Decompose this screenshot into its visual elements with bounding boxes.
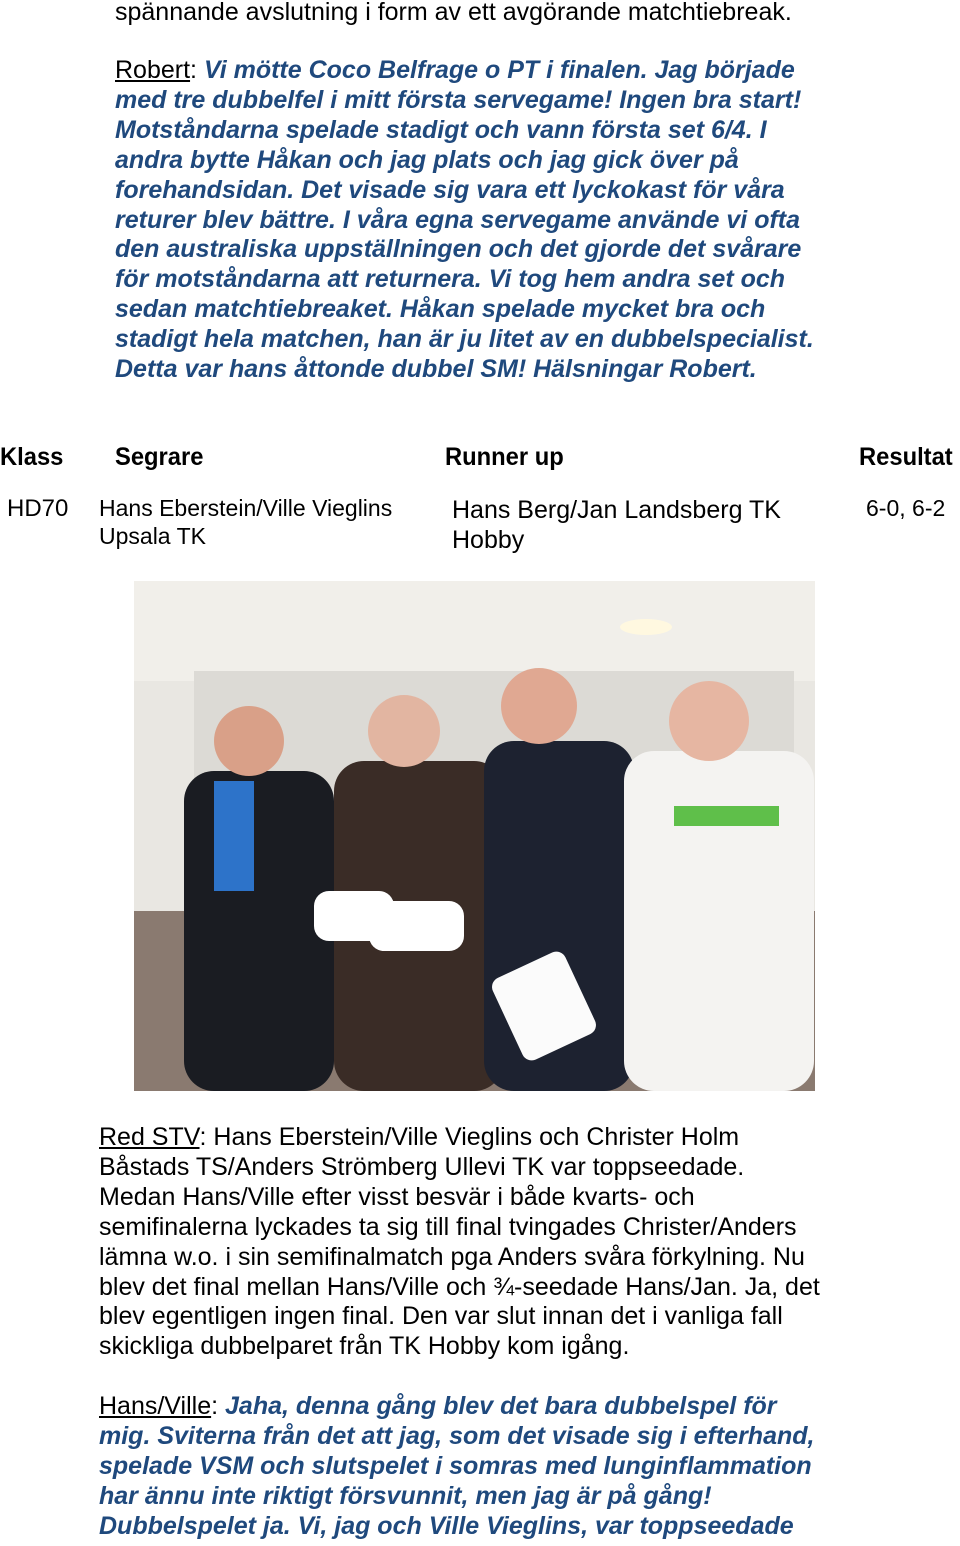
intro-text: spännande avslutning i form av ett avgörande matchtiebreak. — [115, 0, 792, 26]
line-text: Båstads TS/Anders Strömberg Ullevi TK var toppseedade. — [99, 1152, 745, 1181]
text-line — [115, 175, 785, 205]
line-text: blev det final mellan Hans/Ville och ¾-seedade Hans/Jan. Ja, det — [99, 1272, 820, 1301]
text-line — [99, 1481, 712, 1511]
text-line — [99, 1421, 814, 1451]
line-text: sedan matchtiebreaket. Håkan spelade mycket bra och — [115, 295, 766, 324]
text-line: Red STV: Hans Eberstein/Ville Vieglins och Christer Holm — [99, 1123, 740, 1151]
line-text: blev egentligen ingen final. Den var slut innan det i vanliga fall — [99, 1302, 783, 1331]
line-text: Vi mötte Coco Belfrage o PT i finalen. Jag började — [203, 56, 795, 84]
line-text: har ännu inte riktigt försvunnit, men jag är på gång! — [99, 1481, 712, 1510]
line-text: spelade VSM och slutspelet i somras med lunginflammation — [99, 1451, 812, 1480]
text-line — [99, 1272, 820, 1302]
header-klass: Klass — [0, 443, 64, 471]
text-line — [115, 264, 785, 294]
cell-segrare-2: Upsala TK — [99, 523, 206, 549]
text-line — [115, 234, 801, 264]
line-text: Jaha, denna gång blev det bara dubbelspel för — [225, 1392, 777, 1420]
header-runner-up: Runner up — [445, 443, 564, 471]
line-text: returer blev bättre. I våra egna servegame använde vi ofta — [115, 205, 801, 234]
header-segrare: Segrare — [115, 443, 204, 471]
line-text: forehandsidan. Det visade sig vara ett lyckokast för våra — [115, 175, 785, 204]
text-line — [99, 1182, 695, 1212]
speaker-label: Robert — [115, 56, 191, 84]
cell-resultat: 6-0, 6-2 — [866, 495, 946, 521]
text-line — [99, 1152, 744, 1182]
cell-klass: HD70 — [7, 495, 69, 522]
line-text: Medan Hans/Ville efter visst besvär i både kvarts- och — [99, 1182, 695, 1211]
text-line — [115, 354, 757, 384]
text-line — [99, 1451, 812, 1481]
text-line — [115, 205, 800, 235]
text-line — [115, 294, 765, 324]
text-line — [99, 1511, 794, 1541]
line-text: skickliga dubbelparet från TK Hobby kom igång. — [99, 1332, 630, 1361]
header-resultat: Resultat — [859, 443, 953, 471]
line-text: Motståndarna spelade stadigt och vann första set 6/4. I — [115, 115, 767, 144]
line-text: andra bytte Håkan och jag plats och jag gick över på — [115, 145, 739, 174]
line-text: stadigt hela matchen, han är ju litet av en dubbelspecialist. — [115, 325, 814, 354]
text-line — [115, 85, 801, 115]
text-line: Hans/Ville: Jaha, denna gång blev det bara dubbelspel för — [99, 1392, 777, 1420]
cell-segrare-1: Hans Eberstein/Ville Vieglins — [99, 495, 393, 521]
line-text: semifinalerna lyckades ta sig till final tvingades Christer/Anders — [99, 1212, 797, 1241]
cell-runner-up-1: Hans Berg/Jan Landsberg TK — [452, 496, 781, 524]
text-line — [115, 324, 814, 354]
line-text: Dubbelspelet ja. Vi, jag och Ville Vieglins, var toppseedade — [99, 1511, 794, 1540]
team-photo — [134, 581, 815, 1091]
line-text: Hans Eberstein/Ville Vieglins och Christer Holm — [213, 1123, 740, 1151]
line-text: lämna w.o. i sin semifinalmatch pga Anders svåra förkylning. Nu — [99, 1242, 805, 1271]
text-line — [115, 145, 739, 175]
text-line: Robert: Vi mötte Coco Belfrage o PT i finalen. Jag började — [115, 56, 795, 84]
text-line — [99, 1331, 629, 1361]
text-line — [99, 1212, 797, 1242]
text-line — [99, 1301, 783, 1331]
speaker-label: Hans/Ville — [99, 1392, 212, 1420]
line-text: mig. Sviterna från det att jag, som det visade sig i efterhand, — [99, 1421, 815, 1450]
line-text: med tre dubbelfel i mitt första servegame! Ingen bra start! — [115, 85, 802, 114]
speaker-label: Red STV — [99, 1123, 200, 1151]
line-text: för motståndarna att returnera. Vi tog hem andra set och — [115, 265, 786, 294]
cell-runner-up-2: Hobby — [452, 526, 525, 554]
text-line — [99, 1242, 805, 1272]
text-line — [115, 115, 767, 145]
line-text: Detta var hans åttonde dubbel SM! Hälsningar Robert. — [115, 355, 757, 383]
line-text: den australiska uppställningen och det gjorde det svårare — [115, 235, 802, 264]
